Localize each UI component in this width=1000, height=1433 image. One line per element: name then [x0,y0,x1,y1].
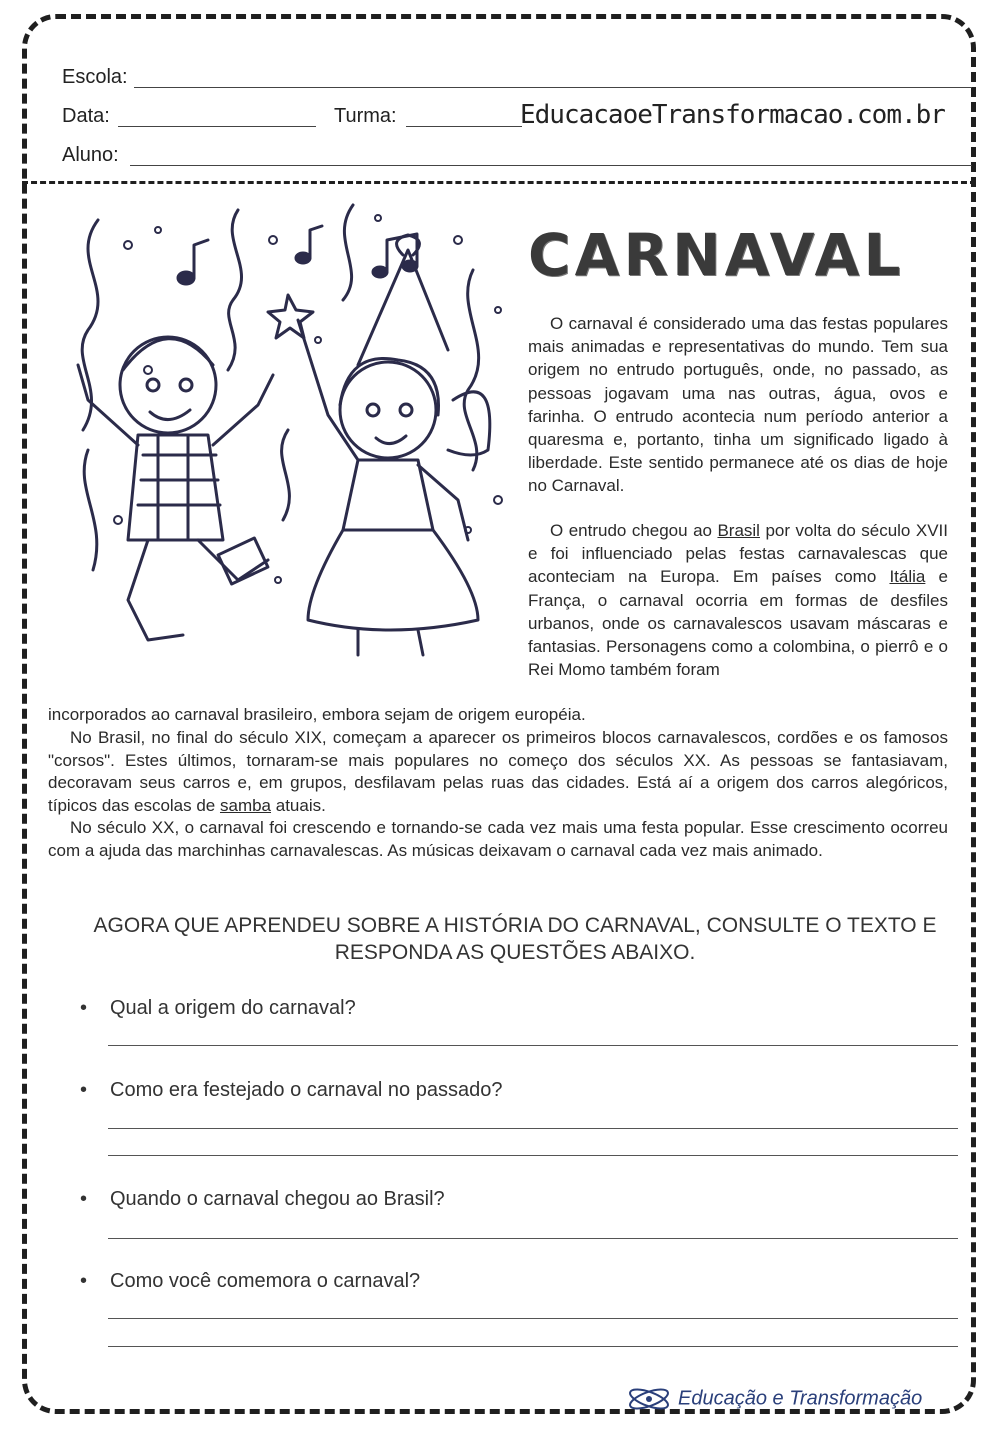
star-wand-icon [268,295,313,338]
girl-figure [268,235,490,655]
answer-line[interactable] [108,1318,958,1319]
question-text: Como era festejado o carnaval no passado? [110,1079,503,1101]
header-divider [22,181,976,184]
site-url: EducacaoeTransformacao.com.br [520,100,945,130]
answer-line[interactable] [108,1155,958,1156]
streamer-icon [343,205,353,300]
paragraph-3 [48,727,948,817]
streamer-icon [464,270,478,470]
streamer-icon [282,430,290,520]
link-samba[interactable]: samba [219,795,272,815]
date-label: Data: [62,105,110,127]
streamer-icon [84,450,97,570]
paragraph-2-text: e França, o carnaval ocorria em formas de desfiles urbanos, onde os carnavalescos usavam máscaras e fantasias. Personagens como a colombina, o pierrô e o Rei Momo também foram [528,567,948,680]
paragraph-2-text: por volta do século XVII e foi influenciado pelas festas carnavalescas que aconteciam na Europa. Em países como [528,521,948,587]
paragraph-1: O carnaval é considerado uma das festas populares mais animadas e representativas do mundo. Tem sua origem no entrudo português, onde, no passado, as pessoas jogavam uma nas outras, água, ovos e farinha. O entrudo acontecia num período anterior a quaresma e, portanto, tinha um significado ligado à liberdade. Este sentido permanece até os dias de hoje no Carnaval. [528,314,948,496]
footer-logo-text: Educação e Transformação [678,1387,923,1410]
bullet-icon: • [80,997,88,1019]
streamer-icon [82,220,98,430]
date-input-line[interactable] [118,126,316,127]
answer-line[interactable] [108,1238,958,1239]
question-text: Quando o carnaval chegou ao Brasil? [110,1188,445,1210]
question-text: Qual a origem do carnaval? [110,997,356,1019]
school-field [62,66,972,92]
instruction-heading: AGORA QUE APRENDEU SOBRE A HISTÓRIA DO CARNAVAL, CONSULTE O TEXTO E RESPONDA AS QUESTÕES ABAIXO. [93,914,937,964]
link-italia[interactable]: Itália [889,567,926,587]
question-3 [80,1188,445,1211]
student-field [62,144,972,170]
answer-line[interactable] [108,1128,958,1129]
link-brasil[interactable]: Brasil [717,521,760,540]
paragraph-4: No século XX, o carnaval foi crescendo e tornando-se cada vez mais uma festa popular. Esse crescimento ocorreu com a ajuda das marchinhas carnavalescas. As músicas deixavam o carnaval cada vez mais animado. [48,818,948,860]
footer-logo [626,1384,922,1414]
answer-line[interactable] [108,1346,958,1347]
streamer-icon [228,210,242,370]
school-label: Escola: [62,66,128,88]
atom-logo-icon [626,1384,672,1414]
bullet-icon: • [80,1270,88,1292]
student-label: Aluno: [62,144,119,166]
paragraph-2-continuation: incorporados ao carnaval brasileiro, embora sejam de origem européia. [48,705,586,724]
question-1 [80,997,356,1020]
bullet-icon: • [80,1079,88,1101]
student-input-line[interactable] [130,165,972,166]
paragraph-2 [528,519,948,681]
paragraph-3-text: atuais. [271,795,326,815]
answer-line[interactable] [108,1045,958,1046]
music-note-icon [296,226,322,263]
boy-figure [78,337,273,640]
paragraph-3-text: No Brasil, no final do século XIX, começam a aparecer os primeiros blocos carnavalescos, cordões e os famosos "corsos". Estes últimos, tornaram-se mais populares no começo dos séculos XX. As pessoas se fantasiavam, decoravam seus carros e, em grupos, desfilavam pelas ruas das cidades. Está aí a origem dos carros alegóricos, típicos das escolas de [48,728,948,815]
question-text: Como você comemora o carnaval? [110,1270,421,1292]
question-4 [80,1270,420,1293]
date-field [62,105,522,131]
music-note-icon [178,240,208,284]
bullet-icon: • [80,1188,88,1210]
paragraph-2-text: O entrudo chegou ao [550,521,718,540]
carnival-kids-illustration [58,200,528,680]
class-input-line[interactable] [406,126,522,127]
question-2 [80,1079,502,1102]
class-label: Turma: [334,105,397,127]
page-title: CARNAVAL [528,225,905,285]
school-input-line[interactable] [134,87,972,88]
